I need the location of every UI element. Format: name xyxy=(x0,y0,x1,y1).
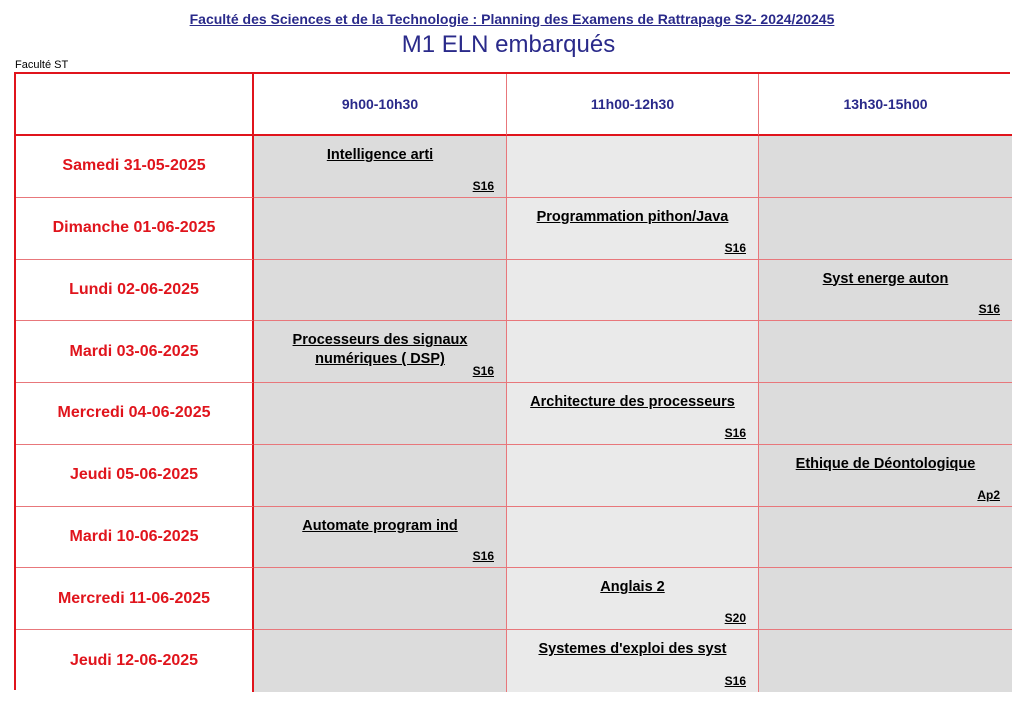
slot-cell xyxy=(759,198,1012,260)
exam-name: Automate program ind xyxy=(302,517,458,534)
slot-cell xyxy=(759,507,1012,569)
time-slot-header xyxy=(507,74,759,136)
day-cell: Mercredi 11-06-2025 xyxy=(16,568,254,630)
day-cell: Jeudi 05-06-2025 xyxy=(16,445,254,507)
day-cell: Mercredi 04-06-2025 xyxy=(16,383,254,445)
slot-cell xyxy=(254,383,507,445)
slot-cell xyxy=(507,507,759,569)
exam-name: Processeurs des signaux numériques ( DSP) xyxy=(292,332,468,368)
exam-room: S16 xyxy=(978,302,1000,317)
exam-room: S16 xyxy=(724,240,746,255)
time-slot-header xyxy=(254,74,507,136)
slot-cell xyxy=(507,260,759,322)
slot-cell xyxy=(759,383,1012,445)
program-subtitle: M1 ELN embarqués xyxy=(401,31,616,58)
exam-name: Anglais 2 xyxy=(600,579,665,596)
exam-name: Programmation pithon/Java xyxy=(536,208,729,225)
slot-cell xyxy=(507,630,759,692)
slot-cell xyxy=(507,383,759,445)
exam-name: Architecture des processeurs xyxy=(530,394,735,411)
page-title: Faculté des Sciences et de la Technologie : Planning des Examens de Rattrapage S2- 2024/20245 xyxy=(189,11,835,27)
exam-room: S16 xyxy=(724,425,746,440)
slot-cell xyxy=(507,568,759,630)
slot-cell xyxy=(254,445,507,507)
exam-name: Ethique de Déontologique xyxy=(795,455,976,472)
slot-cell xyxy=(254,507,507,569)
exam-room: S16 xyxy=(472,178,494,193)
slot-cell xyxy=(759,568,1012,630)
slot-cell xyxy=(507,445,759,507)
exam-room: Ap2 xyxy=(977,487,1000,502)
slot-cell xyxy=(759,321,1012,383)
slot-cell xyxy=(254,260,507,322)
slot-cell xyxy=(254,630,507,692)
slot-cell xyxy=(759,445,1012,507)
time-slot-label: 13h30-15h00 xyxy=(843,96,928,112)
exam-schedule-table xyxy=(14,72,1010,690)
exam-room: S16 xyxy=(724,673,746,688)
day-cell: Jeudi 12-06-2025 xyxy=(16,630,254,692)
exam-name: Syst energe auton xyxy=(822,270,949,287)
day-cell: Lundi 02-06-2025 xyxy=(16,260,254,322)
slot-cell xyxy=(254,198,507,260)
slot-cell xyxy=(507,136,759,198)
slot-cell xyxy=(507,321,759,383)
exam-room: S16 xyxy=(472,364,494,379)
slot-cell xyxy=(759,136,1012,198)
corner-header-cell xyxy=(16,74,254,136)
exam-name: Intelligence arti xyxy=(326,147,434,163)
slot-cell xyxy=(759,630,1012,692)
slot-cell xyxy=(254,568,507,630)
time-slot-header xyxy=(759,74,1012,136)
slot-cell xyxy=(507,198,759,260)
time-slot-label: 9h00-10h30 xyxy=(341,96,419,112)
day-cell: Dimanche 01-06-2025 xyxy=(16,198,254,260)
exam-room: S20 xyxy=(724,611,746,626)
day-cell: Samedi 31-05-2025 xyxy=(16,136,254,198)
day-cell: Mardi 10-06-2025 xyxy=(16,507,254,569)
time-slot-label: 11h00-12h30 xyxy=(590,96,675,112)
faculty-label: Faculté ST xyxy=(15,59,69,71)
slot-cell xyxy=(254,136,507,198)
slot-cell xyxy=(254,321,507,383)
exam-name: Systemes d'exploi des syst xyxy=(538,641,727,658)
exam-room: S16 xyxy=(472,549,494,564)
day-cell: Mardi 03-06-2025 xyxy=(16,321,254,383)
slot-cell xyxy=(759,260,1012,322)
